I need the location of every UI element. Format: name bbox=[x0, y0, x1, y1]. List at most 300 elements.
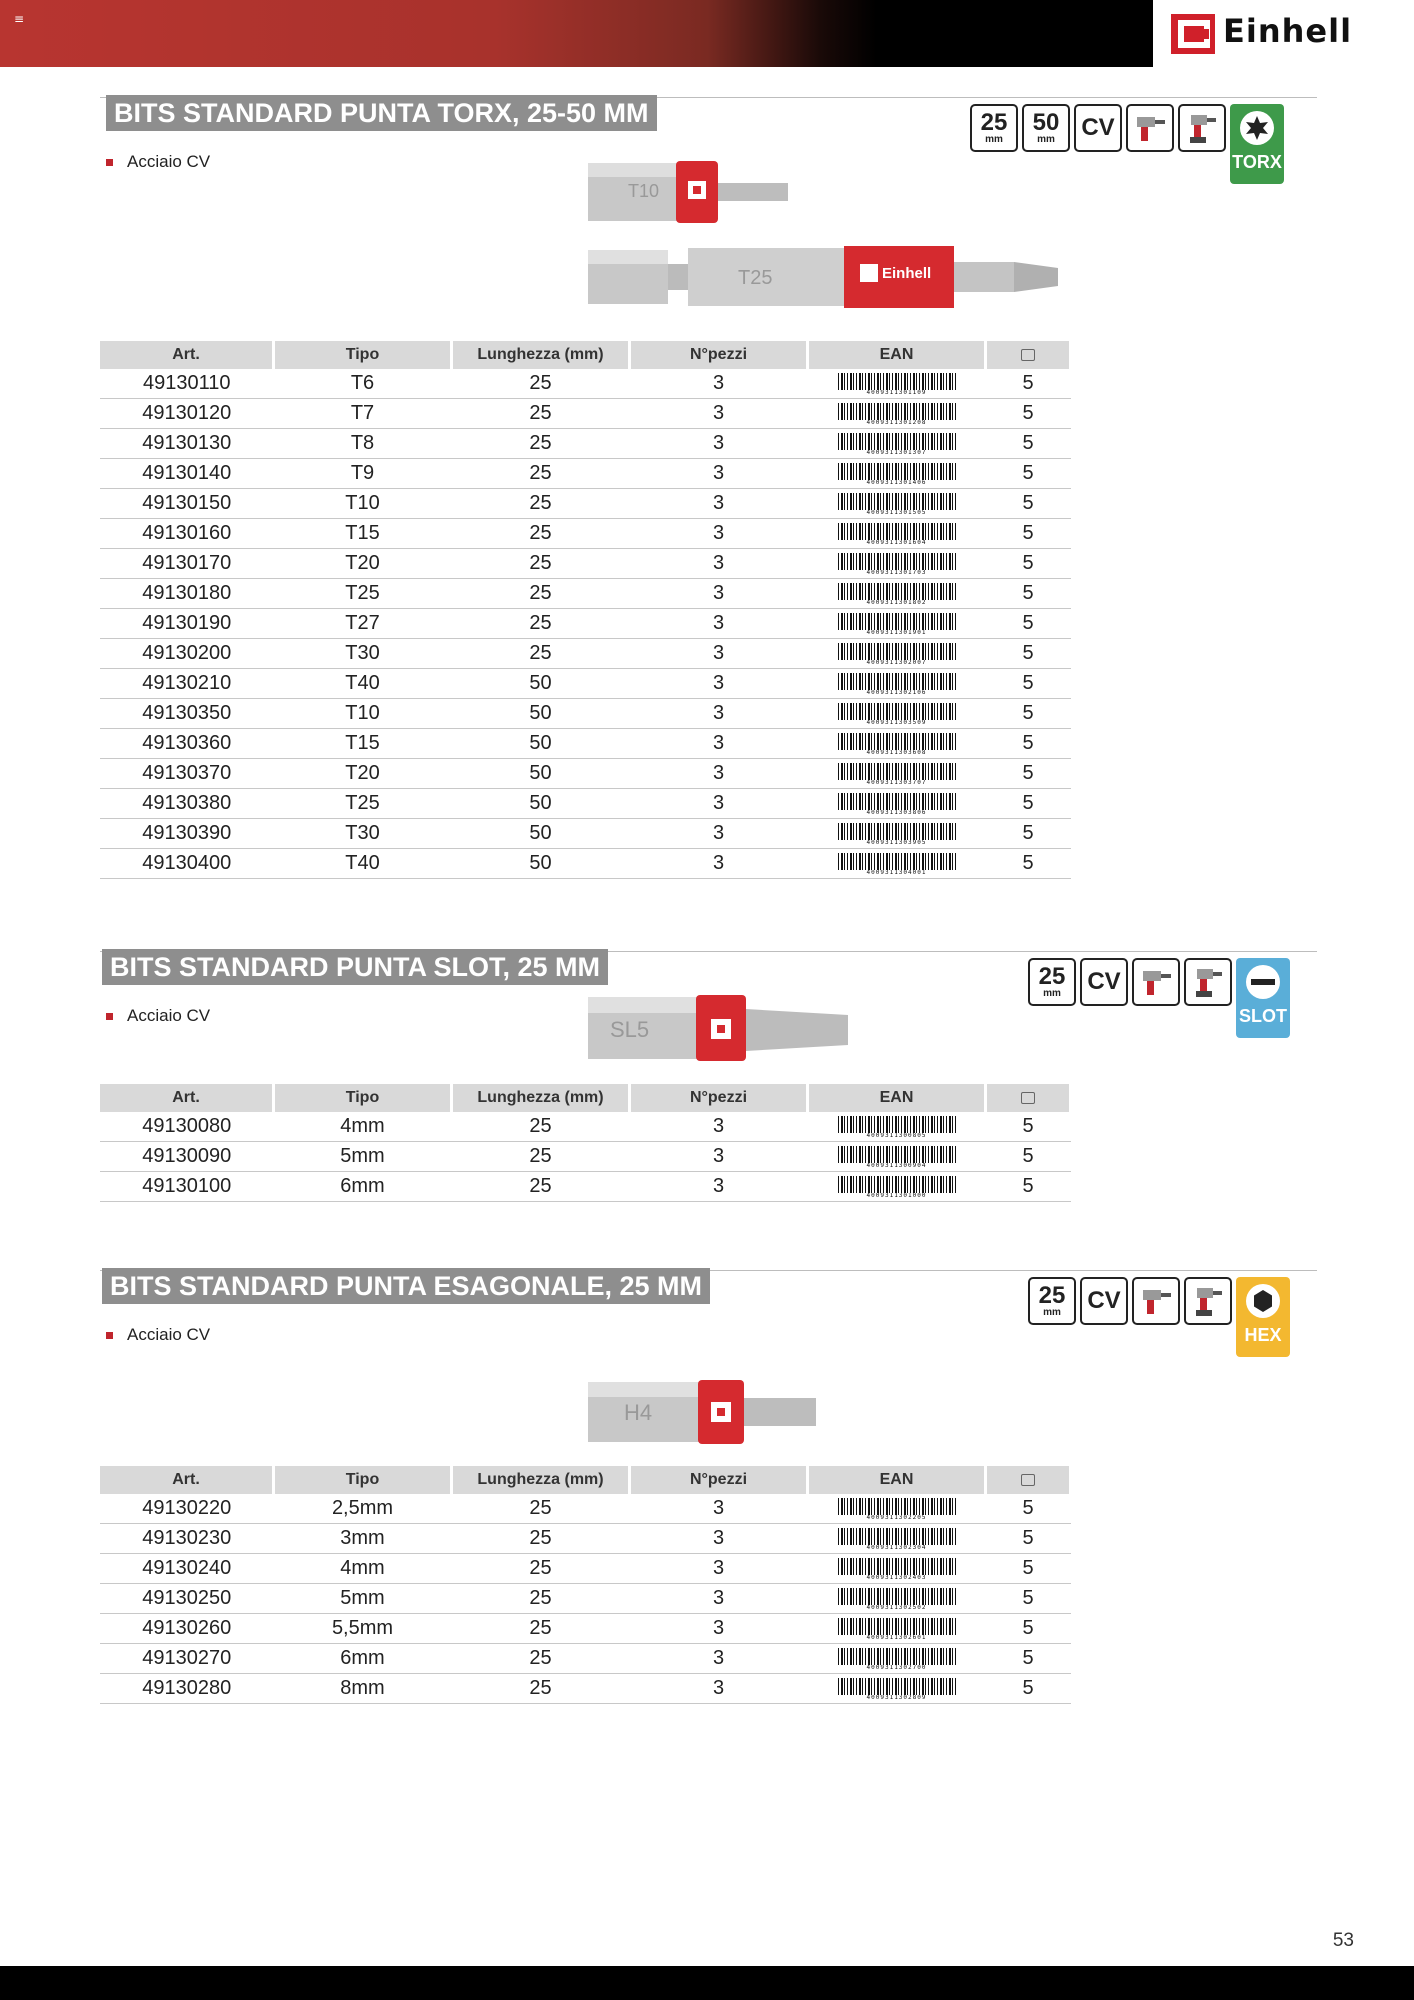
barcode bbox=[838, 823, 956, 845]
svg-text:T10: T10 bbox=[628, 181, 660, 201]
barcode bbox=[838, 1618, 956, 1640]
barcode bbox=[838, 1558, 956, 1580]
length-50-icon: 50 mm bbox=[1022, 104, 1070, 152]
col-art: Art. bbox=[100, 1466, 274, 1494]
cell-tipo: T15 bbox=[274, 519, 452, 549]
cell-pack: 5 bbox=[986, 549, 1071, 579]
cell-tipo: T40 bbox=[274, 849, 452, 879]
table-row bbox=[100, 699, 1071, 729]
barcode-number: 4009311303608 bbox=[838, 750, 956, 756]
cell-pack: 5 bbox=[986, 1614, 1071, 1644]
barcode-number: 4009311300805 bbox=[838, 1133, 956, 1139]
barcode bbox=[838, 1146, 956, 1168]
cell-lunghezza: 25 bbox=[452, 1494, 630, 1524]
cell-tipo: T6 bbox=[274, 369, 452, 399]
barcode bbox=[838, 583, 956, 605]
col-pezzi: N°pezzi bbox=[630, 341, 808, 369]
torx-star-icon bbox=[1239, 110, 1275, 146]
cell-lunghezza: 25 bbox=[452, 1142, 630, 1172]
cell-pack: 5 bbox=[986, 1142, 1071, 1172]
cell-ean bbox=[808, 639, 986, 669]
cell-ean bbox=[808, 1584, 986, 1614]
cell-tipo: 6mm bbox=[274, 1172, 452, 1202]
barcode-number: 4009311303707 bbox=[838, 780, 956, 786]
col-art: Art. bbox=[100, 1084, 274, 1112]
barcode-number: 4009311301604 bbox=[838, 540, 956, 546]
length-25-icon: 25 mm bbox=[970, 104, 1018, 152]
cell-ean bbox=[808, 729, 986, 759]
cell-tipo: T20 bbox=[274, 759, 452, 789]
cell-pezzi: 3 bbox=[630, 1554, 808, 1584]
table-row bbox=[100, 579, 1071, 609]
cv-icon: CV bbox=[1080, 1277, 1128, 1325]
table-row bbox=[100, 1584, 1071, 1614]
table-slot bbox=[100, 1084, 1072, 1202]
feature-icons bbox=[970, 104, 1284, 184]
barcode bbox=[838, 643, 956, 665]
cell-pezzi: 3 bbox=[630, 729, 808, 759]
cell-pack: 5 bbox=[986, 429, 1071, 459]
cordless-drill-icon bbox=[1184, 1277, 1232, 1325]
barcode-number: 4009311301901 bbox=[838, 630, 956, 636]
cell-ean bbox=[808, 849, 986, 879]
table-row bbox=[100, 399, 1071, 429]
cell-tipo: T10 bbox=[274, 699, 452, 729]
cell-pezzi: 3 bbox=[630, 759, 808, 789]
col-pezzi: N°pezzi bbox=[630, 1084, 808, 1112]
table-row bbox=[100, 1524, 1071, 1554]
cell-pezzi: 3 bbox=[630, 1142, 808, 1172]
cell-lunghezza: 50 bbox=[452, 849, 630, 879]
col-ean: EAN bbox=[808, 341, 986, 369]
drill-icon bbox=[1126, 104, 1174, 152]
table-row bbox=[100, 1112, 1071, 1142]
cell-lunghezza: 25 bbox=[452, 1524, 630, 1554]
barcode-number: 4009311302205 bbox=[838, 1515, 956, 1521]
cell-pack: 5 bbox=[986, 1584, 1071, 1614]
cell-ean bbox=[808, 549, 986, 579]
table-row bbox=[100, 729, 1071, 759]
col-tipo: Tipo bbox=[274, 341, 452, 369]
cell-art: 49130210 bbox=[100, 669, 274, 699]
cell-tipo: 5mm bbox=[274, 1584, 452, 1614]
cell-ean bbox=[808, 1172, 986, 1202]
cell-art: 49130090 bbox=[100, 1142, 274, 1172]
length-25-icon: 25 mm bbox=[1028, 1277, 1076, 1325]
cell-lunghezza: 25 bbox=[452, 1584, 630, 1614]
barcode bbox=[838, 1648, 956, 1670]
cell-tipo: T15 bbox=[274, 729, 452, 759]
cell-lunghezza: 25 bbox=[452, 579, 630, 609]
cell-pack: 5 bbox=[986, 489, 1071, 519]
cell-pezzi: 3 bbox=[630, 699, 808, 729]
slot-tip-badge: SLOT bbox=[1236, 958, 1290, 1038]
barcode-number: 4009311302304 bbox=[838, 1545, 956, 1551]
cell-art: 49130230 bbox=[100, 1524, 274, 1554]
cell-ean bbox=[808, 519, 986, 549]
table-row bbox=[100, 1172, 1071, 1202]
barcode-number: 4009311302106 bbox=[838, 690, 956, 696]
bit-image-h4 bbox=[588, 1374, 838, 1450]
table-header-row bbox=[100, 1084, 1071, 1112]
cell-ean bbox=[808, 429, 986, 459]
cell-tipo: T25 bbox=[274, 579, 452, 609]
cell-art: 49130190 bbox=[100, 609, 274, 639]
section-title: BITS STANDARD PUNTA TORX, 25-50 MM bbox=[106, 95, 657, 131]
col-ean: EAN bbox=[808, 1084, 986, 1112]
barcode bbox=[838, 553, 956, 575]
table-row bbox=[100, 1142, 1071, 1172]
cell-art: 49130080 bbox=[100, 1112, 274, 1142]
cell-pezzi: 3 bbox=[630, 399, 808, 429]
cell-ean bbox=[808, 609, 986, 639]
cell-art: 49130400 bbox=[100, 849, 274, 879]
svg-text:Einhell: Einhell bbox=[882, 265, 932, 282]
cell-tipo: 5,5mm bbox=[274, 1614, 452, 1644]
cell-tipo: T25 bbox=[274, 789, 452, 819]
material-bullet: Acciaio CV bbox=[106, 1325, 210, 1345]
cell-tipo: T27 bbox=[274, 609, 452, 639]
cell-tipo: 8mm bbox=[274, 1674, 452, 1704]
table-row bbox=[100, 669, 1071, 699]
brand-logo-mark bbox=[1171, 14, 1215, 54]
cell-ean bbox=[808, 489, 986, 519]
cell-pack: 5 bbox=[986, 609, 1071, 639]
cell-art: 49130140 bbox=[100, 459, 274, 489]
table-row bbox=[100, 1494, 1071, 1524]
barcode bbox=[838, 763, 956, 785]
cell-pezzi: 3 bbox=[630, 1112, 808, 1142]
cell-lunghezza: 50 bbox=[452, 789, 630, 819]
menu-icon[interactable]: ≡ bbox=[14, 12, 25, 26]
cell-pack: 5 bbox=[986, 399, 1071, 429]
cell-pack: 5 bbox=[986, 789, 1071, 819]
cell-pezzi: 3 bbox=[630, 489, 808, 519]
cv-icon: CV bbox=[1080, 958, 1128, 1006]
cell-lunghezza: 25 bbox=[452, 1614, 630, 1644]
barcode bbox=[838, 613, 956, 635]
cell-ean bbox=[808, 759, 986, 789]
cell-pack: 5 bbox=[986, 519, 1071, 549]
cell-art: 49130360 bbox=[100, 729, 274, 759]
table-row bbox=[100, 639, 1071, 669]
cell-art: 49130350 bbox=[100, 699, 274, 729]
cell-ean bbox=[808, 1112, 986, 1142]
table-body bbox=[100, 369, 1071, 879]
barcode bbox=[838, 853, 956, 875]
cell-tipo: 3mm bbox=[274, 1524, 452, 1554]
cell-ean bbox=[808, 1554, 986, 1584]
cell-art: 49130390 bbox=[100, 819, 274, 849]
cell-pack: 5 bbox=[986, 819, 1071, 849]
table-row bbox=[100, 549, 1071, 579]
cell-art: 49130370 bbox=[100, 759, 274, 789]
barcode bbox=[838, 1678, 956, 1700]
cell-art: 49130150 bbox=[100, 489, 274, 519]
cell-art: 49130120 bbox=[100, 399, 274, 429]
cell-art: 49130280 bbox=[100, 1674, 274, 1704]
cell-ean bbox=[808, 669, 986, 699]
cell-tipo: 4mm bbox=[274, 1112, 452, 1142]
cell-pezzi: 3 bbox=[630, 849, 808, 879]
table-row bbox=[100, 1614, 1071, 1644]
package-icon bbox=[986, 1466, 1071, 1494]
length-25-icon: 25 mm bbox=[1028, 958, 1076, 1006]
cell-tipo: 5mm bbox=[274, 1142, 452, 1172]
cell-pezzi: 3 bbox=[630, 369, 808, 399]
cell-tipo: T8 bbox=[274, 429, 452, 459]
barcode-number: 4009311302502 bbox=[838, 1605, 956, 1611]
cell-pack: 5 bbox=[986, 1554, 1071, 1584]
cell-pezzi: 3 bbox=[630, 1494, 808, 1524]
brand-name: Einhell bbox=[1223, 12, 1353, 50]
cell-pack: 5 bbox=[986, 849, 1071, 879]
table-row bbox=[100, 789, 1071, 819]
drill-icon bbox=[1132, 1277, 1180, 1325]
cell-tipo: T10 bbox=[274, 489, 452, 519]
cell-art: 49130130 bbox=[100, 429, 274, 459]
barcode bbox=[838, 1588, 956, 1610]
barcode-number: 4009311301109 bbox=[838, 390, 956, 396]
cell-art: 49130220 bbox=[100, 1494, 274, 1524]
cell-tipo: 2,5mm bbox=[274, 1494, 452, 1524]
barcode-number: 4009311302700 bbox=[838, 1665, 956, 1671]
barcode bbox=[838, 703, 956, 725]
cell-pack: 5 bbox=[986, 1172, 1071, 1202]
brand-logo[interactable] bbox=[1153, 0, 1414, 67]
table-row bbox=[100, 609, 1071, 639]
cell-ean bbox=[808, 699, 986, 729]
col-art: Art. bbox=[100, 341, 274, 369]
table-row bbox=[100, 1644, 1071, 1674]
barcode-number: 4009311302403 bbox=[838, 1575, 956, 1581]
bit-image-t25 bbox=[588, 242, 1068, 312]
barcode bbox=[838, 1528, 956, 1550]
col-lunghezza: Lunghezza (mm) bbox=[452, 1084, 630, 1112]
cell-art: 49130160 bbox=[100, 519, 274, 549]
col-lunghezza: Lunghezza (mm) bbox=[452, 341, 630, 369]
section-title: BITS STANDARD PUNTA SLOT, 25 MM bbox=[102, 949, 608, 985]
svg-text:H4: H4 bbox=[624, 1400, 653, 1425]
cell-art: 49130200 bbox=[100, 639, 274, 669]
cell-pezzi: 3 bbox=[630, 519, 808, 549]
cell-art: 49130260 bbox=[100, 1614, 274, 1644]
cell-lunghezza: 25 bbox=[452, 1644, 630, 1674]
section-title: BITS STANDARD PUNTA ESAGONALE, 25 MM bbox=[102, 1268, 710, 1304]
cell-pack: 5 bbox=[986, 1674, 1071, 1704]
cell-pack: 5 bbox=[986, 759, 1071, 789]
col-tipo: Tipo bbox=[274, 1084, 452, 1112]
barcode-number: 4009311303509 bbox=[838, 720, 956, 726]
cell-ean bbox=[808, 1674, 986, 1704]
cell-ean bbox=[808, 369, 986, 399]
cell-ean bbox=[808, 1644, 986, 1674]
cell-pezzi: 3 bbox=[630, 459, 808, 489]
cell-art: 49130380 bbox=[100, 789, 274, 819]
barcode-number: 4009311302809 bbox=[838, 1695, 956, 1701]
cell-pack: 5 bbox=[986, 699, 1071, 729]
cell-art: 49130240 bbox=[100, 1554, 274, 1584]
cell-lunghezza: 25 bbox=[452, 609, 630, 639]
barcode-number: 4009311301307 bbox=[838, 450, 956, 456]
table-row bbox=[100, 519, 1071, 549]
cell-pezzi: 3 bbox=[630, 819, 808, 849]
cell-lunghezza: 50 bbox=[452, 819, 630, 849]
hex-tip-badge: HEX bbox=[1236, 1277, 1290, 1357]
hexagon-icon bbox=[1245, 1283, 1281, 1319]
cell-lunghezza: 25 bbox=[452, 1554, 630, 1584]
barcode-number: 4009311301802 bbox=[838, 600, 956, 606]
cordless-drill-icon bbox=[1178, 104, 1226, 152]
cell-ean bbox=[808, 1524, 986, 1554]
cell-art: 49130270 bbox=[100, 1644, 274, 1674]
cell-pezzi: 3 bbox=[630, 1524, 808, 1554]
cell-art: 49130180 bbox=[100, 579, 274, 609]
cv-icon: CV bbox=[1074, 104, 1122, 152]
barcode-number: 4009311302601 bbox=[838, 1635, 956, 1641]
barcode bbox=[838, 793, 956, 815]
col-tipo: Tipo bbox=[274, 1466, 452, 1494]
table-header-row bbox=[100, 341, 1071, 369]
drill-icon bbox=[1132, 958, 1180, 1006]
cell-ean bbox=[808, 459, 986, 489]
cell-lunghezza: 25 bbox=[452, 1674, 630, 1704]
feature-icons bbox=[1028, 1277, 1290, 1357]
cell-ean bbox=[808, 1494, 986, 1524]
svg-text:SL5: SL5 bbox=[610, 1017, 650, 1042]
cell-pezzi: 3 bbox=[630, 579, 808, 609]
material-bullet: Acciaio CV bbox=[106, 1006, 210, 1026]
cell-pezzi: 3 bbox=[630, 1614, 808, 1644]
cell-pezzi: 3 bbox=[630, 789, 808, 819]
col-lunghezza: Lunghezza (mm) bbox=[452, 1466, 630, 1494]
cell-art: 49130100 bbox=[100, 1172, 274, 1202]
cell-pack: 5 bbox=[986, 1494, 1071, 1524]
barcode-number: 4009311303905 bbox=[838, 840, 956, 846]
slot-icon bbox=[1245, 964, 1281, 1000]
cell-pezzi: 3 bbox=[630, 609, 808, 639]
table-row bbox=[100, 819, 1071, 849]
barcode bbox=[838, 523, 956, 545]
package-icon bbox=[986, 1084, 1071, 1112]
barcode-number: 4009311301000 bbox=[838, 1193, 956, 1199]
cell-pack: 5 bbox=[986, 639, 1071, 669]
cell-lunghezza: 25 bbox=[452, 549, 630, 579]
cell-pezzi: 3 bbox=[630, 1674, 808, 1704]
cell-tipo: 6mm bbox=[274, 1644, 452, 1674]
cell-pezzi: 3 bbox=[630, 669, 808, 699]
cell-tipo: T20 bbox=[274, 549, 452, 579]
cell-lunghezza: 25 bbox=[452, 1112, 630, 1142]
material-bullet: Acciaio CV bbox=[106, 152, 210, 172]
cell-tipo: T40 bbox=[274, 669, 452, 699]
table-row bbox=[100, 459, 1071, 489]
table-row bbox=[100, 1554, 1071, 1584]
table-header-row bbox=[100, 1466, 1071, 1494]
cell-pack: 5 bbox=[986, 579, 1071, 609]
barcode bbox=[838, 373, 956, 395]
cell-pack: 5 bbox=[986, 669, 1071, 699]
barcode-number: 4009311301208 bbox=[838, 420, 956, 426]
barcode-number: 4009311303806 bbox=[838, 810, 956, 816]
cell-ean bbox=[808, 399, 986, 429]
cell-lunghezza: 50 bbox=[452, 699, 630, 729]
col-ean: EAN bbox=[808, 1466, 986, 1494]
cell-pack: 5 bbox=[986, 1524, 1071, 1554]
table-row bbox=[100, 369, 1071, 399]
cell-pack: 5 bbox=[986, 459, 1071, 489]
cell-pezzi: 3 bbox=[630, 429, 808, 459]
table-row bbox=[100, 759, 1071, 789]
torx-tip-badge: TORX bbox=[1230, 104, 1284, 184]
cell-lunghezza: 25 bbox=[452, 399, 630, 429]
footer-bar bbox=[0, 1966, 1414, 2000]
cell-pack: 5 bbox=[986, 729, 1071, 759]
barcode bbox=[838, 1498, 956, 1520]
table-body bbox=[100, 1494, 1071, 1704]
barcode-number: 4009311301703 bbox=[838, 570, 956, 576]
table-body bbox=[100, 1112, 1071, 1202]
barcode bbox=[838, 673, 956, 695]
cell-pack: 5 bbox=[986, 369, 1071, 399]
cell-lunghezza: 50 bbox=[452, 669, 630, 699]
barcode bbox=[838, 1116, 956, 1138]
table-row bbox=[100, 429, 1071, 459]
barcode-number: 4009311302007 bbox=[838, 660, 956, 666]
table-row bbox=[100, 489, 1071, 519]
cell-lunghezza: 25 bbox=[452, 369, 630, 399]
table-hex bbox=[100, 1466, 1072, 1704]
barcode bbox=[838, 433, 956, 455]
table-row bbox=[100, 849, 1071, 879]
feature-icons bbox=[1028, 958, 1290, 1038]
cell-art: 49130250 bbox=[100, 1584, 274, 1614]
cell-ean bbox=[808, 819, 986, 849]
table-torx bbox=[100, 341, 1072, 879]
cell-lunghezza: 50 bbox=[452, 759, 630, 789]
cell-lunghezza: 25 bbox=[452, 519, 630, 549]
barcode bbox=[838, 733, 956, 755]
cell-tipo: T30 bbox=[274, 639, 452, 669]
cell-lunghezza: 50 bbox=[452, 729, 630, 759]
bit-image-t10 bbox=[588, 157, 838, 227]
cell-ean bbox=[808, 789, 986, 819]
barcode-number: 4009311301406 bbox=[838, 480, 956, 486]
barcode bbox=[838, 463, 956, 485]
bit-image-sl5 bbox=[588, 989, 868, 1069]
col-pezzi: N°pezzi bbox=[630, 1466, 808, 1494]
cell-pack: 5 bbox=[986, 1112, 1071, 1142]
cell-tipo: T9 bbox=[274, 459, 452, 489]
page-number: 53 bbox=[1332, 1930, 1354, 1951]
table-row bbox=[100, 1674, 1071, 1704]
cell-lunghezza: 25 bbox=[452, 489, 630, 519]
cell-lunghezza: 25 bbox=[452, 1172, 630, 1202]
cell-ean bbox=[808, 1614, 986, 1644]
barcode-number: 4009311301505 bbox=[838, 510, 956, 516]
svg-text:T25: T25 bbox=[738, 267, 773, 289]
barcode bbox=[838, 403, 956, 425]
cell-tipo: T30 bbox=[274, 819, 452, 849]
package-icon bbox=[986, 341, 1071, 369]
barcode bbox=[838, 493, 956, 515]
cell-lunghezza: 25 bbox=[452, 429, 630, 459]
cell-ean bbox=[808, 579, 986, 609]
cell-ean bbox=[808, 1142, 986, 1172]
barcode-number: 4009311304001 bbox=[838, 870, 956, 876]
cell-pack: 5 bbox=[986, 1644, 1071, 1674]
cell-art: 49130110 bbox=[100, 369, 274, 399]
